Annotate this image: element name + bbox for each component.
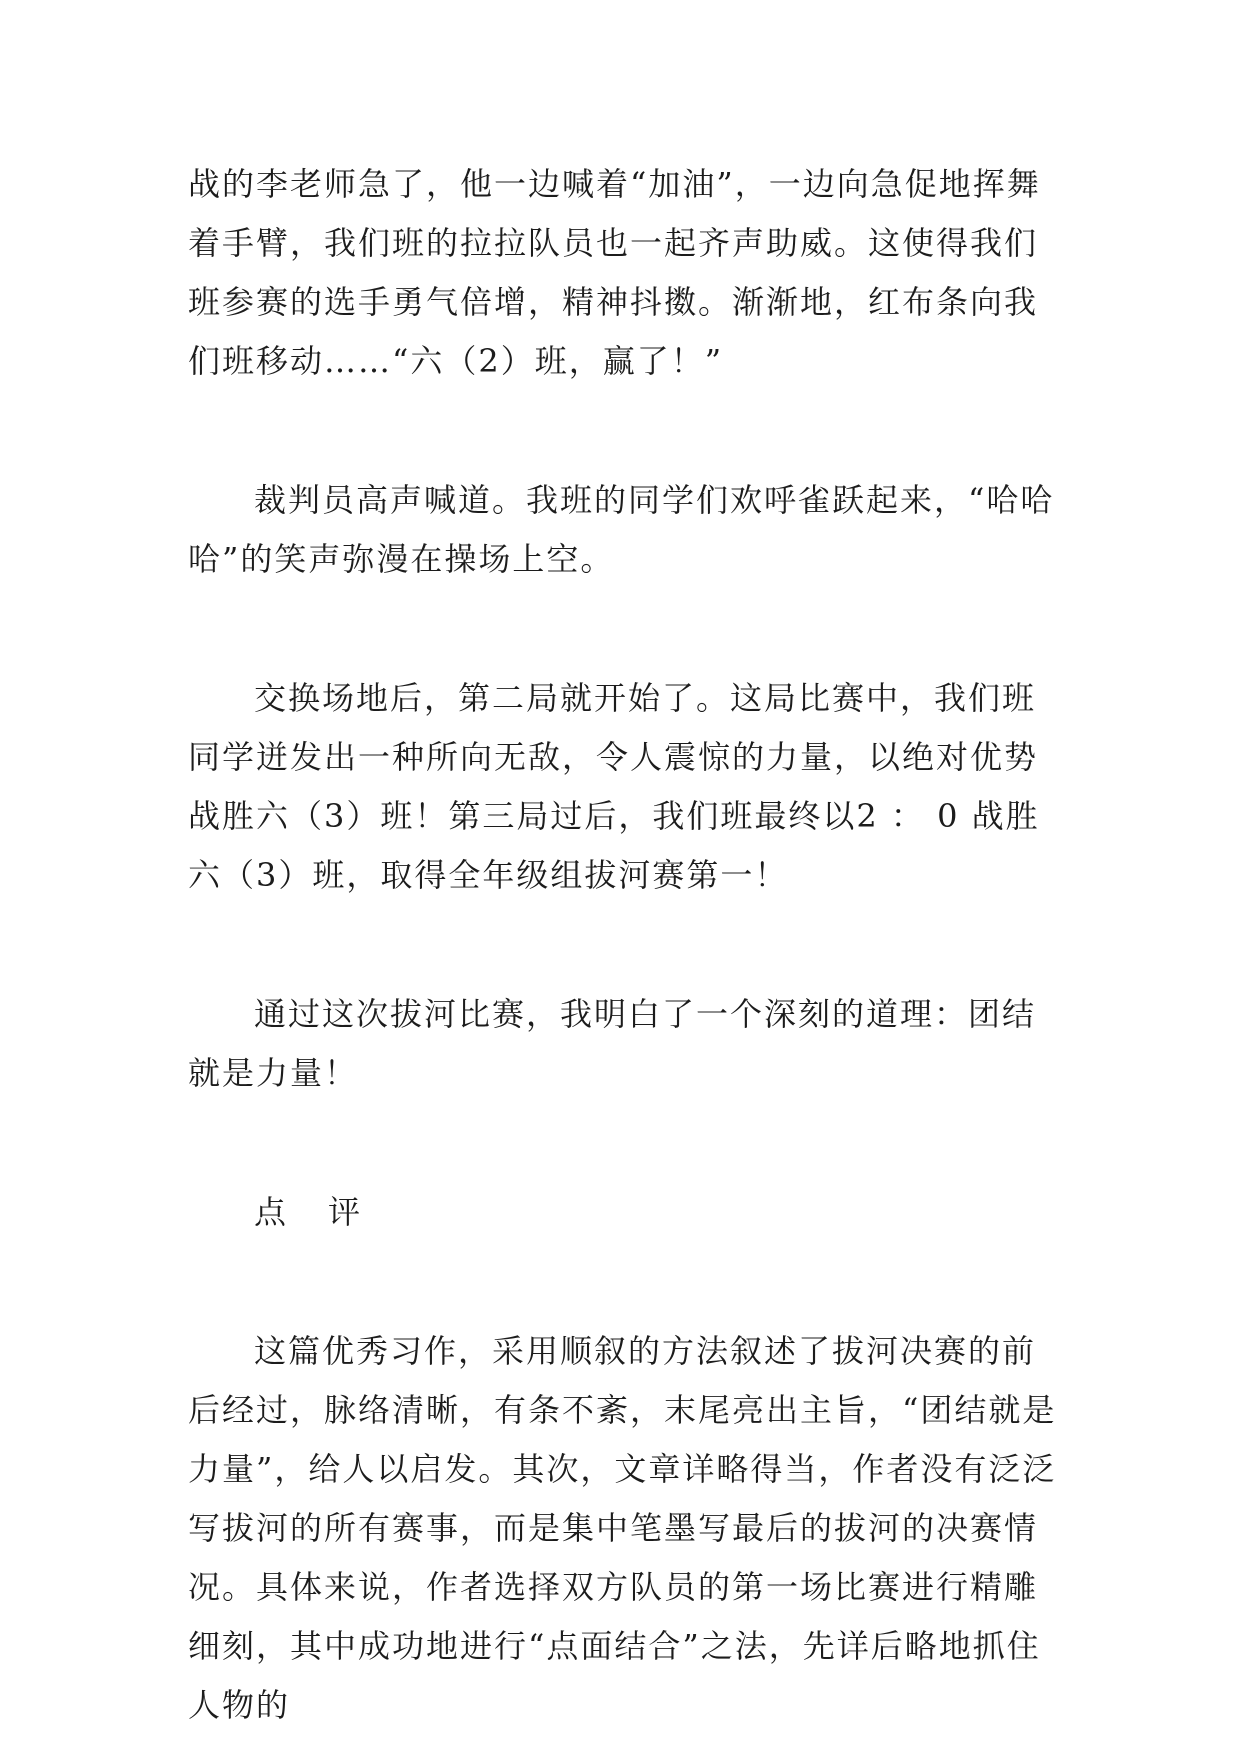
paragraph-gap xyxy=(188,1242,1068,1322)
paragraph-gap xyxy=(188,391,1068,471)
paragraph-3: 交换场地后，第二局就开始了。这局比赛中，我们班同学迸发出一种所向无敌，令人震惊的力量，以绝对优势战胜六（3）班！第三局过后，我们班最终以2 ： 0 战胜六（3）班，取得全年级组拔河赛第一！ xyxy=(188,679,1040,894)
document-body xyxy=(188,155,1068,1735)
paragraph-gap xyxy=(188,905,1068,985)
paragraph-4: 通过这次拔河比赛，我明白了一个深刻的道理：团结就是力量！ xyxy=(188,995,1037,1092)
paragraph-gap xyxy=(188,589,1068,669)
paragraph-gap xyxy=(188,1103,1068,1183)
review-paragraph: 这篇优秀习作，采用顺叙的方法叙述了拔河决赛的前后经过，脉络清晰，有条不紊，末尾亮出主旨，“团结就是力量”，给人以启发。其次，文章详略得当，作者没有泛泛写拔河的所有赛事，而是集中笔墨写最后的拔河的决赛情况。具体来说，作者选择双方队员的第一场比赛进行精雕细刻，其中成功地进行“点面结合”之法，先详后略地抓住人物的 xyxy=(188,1332,1057,1724)
paragraph-1: 战的李老师急了，他一边喊着“加油”，一边向急促地挥舞着手臂，我们班的拉拉队员也一起齐声助威。这使得我们班参赛的选手勇气倍增，精神抖擞。渐渐地，红布条向我们班移动……“六（2）班，赢了！” xyxy=(188,165,1041,380)
review-heading xyxy=(188,1183,1068,1242)
review-heading-char-1: 点 xyxy=(254,1193,289,1231)
review-heading-char-2: 评 xyxy=(328,1193,363,1231)
paragraph-2: 裁判员高声喊道。我班的同学们欢呼雀跃起来，“哈哈哈”的笑声弥漫在操场上空。 xyxy=(188,481,1055,578)
